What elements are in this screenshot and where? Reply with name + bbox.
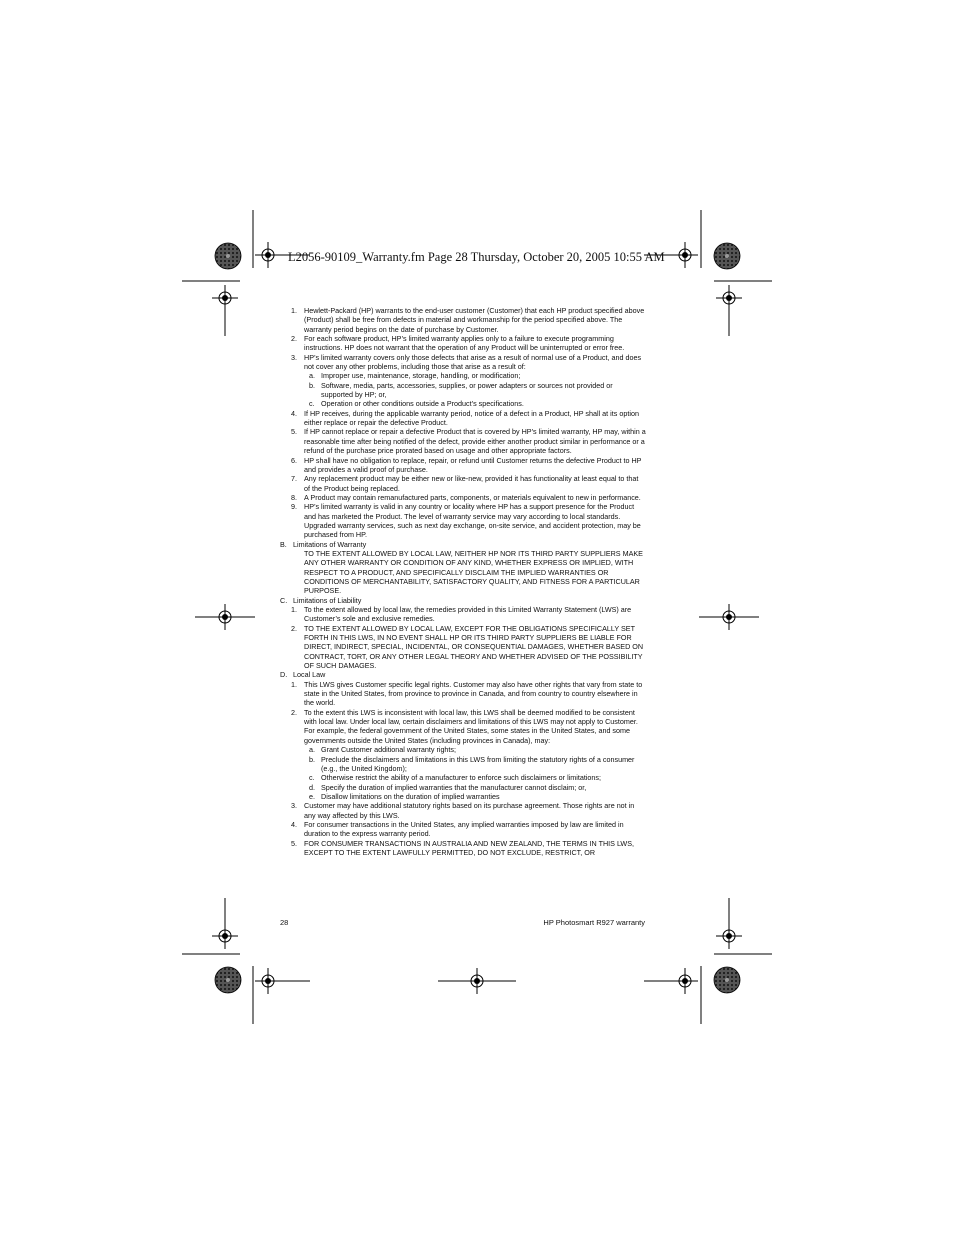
warranty-text [280, 306, 646, 857]
item-number: 5. [291, 427, 297, 437]
list-item [280, 502, 646, 539]
item-number: b. [309, 380, 315, 390]
list-item [280, 306, 646, 334]
item-text: This LWS gives Customer specific legal rights. Customer may also have other rights that vary from state to state in the United States, from province to province in Canada, and from country to country elsewhere in the world. [304, 679, 643, 708]
item-text: Grant Customer additional warranty rights; [321, 745, 457, 755]
sub-list-item [280, 792, 646, 801]
sub-list-item [280, 755, 646, 774]
item-number: 7. [291, 474, 297, 484]
item-text: HP’s limited warranty is valid in any country or locality where HP has a support presence for the Product and has marketed the Product. The level of warranty service may vary according to local standards. Upgraded warranty services, such as next day exchange, on-site service, and accident protection, may be purchased from HP. [304, 502, 641, 540]
item-text: Operation or other conditions outside a Product’s specifications. [321, 399, 524, 409]
item-text: Software, media, parts, accessories, supplies, or power adapters or sources not provided or supported by HP; or, [321, 380, 613, 400]
section-title: Limitations of Liability [293, 595, 362, 605]
item-text: If HP cannot replace or repair a defective Product that is covered by HP’s limited warranty, HP may, within a reasonable time after being notified of the defect, provide either another product similar in performance or a refund of the purchase price prorated based on usage and other appropriate factors. [304, 427, 646, 456]
starburst-icon-bottom-right [714, 967, 740, 993]
list-item [280, 409, 646, 428]
item-number: e. [309, 791, 315, 801]
list-item [280, 493, 646, 502]
list-item [280, 474, 646, 493]
item-text: A Product may contain remanufactured parts, components, or materials equivalent to new in performance. [304, 492, 641, 502]
section-d-list [280, 680, 646, 858]
list-item [280, 624, 646, 671]
item-text: To the extent allowed by local law, the remedies provided in this Limited Warranty Statement (LWS) are Customer’s sole and exclusive remedies. [304, 605, 632, 624]
item-number: c. [309, 399, 315, 409]
item-text: Specify the duration of implied warranties that the manufacturer cannot disclaim; or, [321, 782, 587, 792]
item-number: 2. [291, 707, 297, 717]
sub-list-item [280, 381, 646, 400]
section-b [280, 540, 646, 549]
list-item [280, 839, 646, 858]
footer-title: HP Photosmart R927 warranty [543, 918, 645, 927]
starburst-icon-top-right [714, 243, 740, 269]
item-number: 2. [291, 623, 297, 633]
section-c [280, 596, 646, 605]
item-number: 3. [291, 352, 297, 362]
sub-list-item [280, 773, 646, 782]
item-number: 3. [291, 801, 297, 811]
item-text: FOR CONSUMER TRANSACTIONS IN AUSTRALIA AND NEW ZEALAND, THE TERMS IN THIS LWS, EXCEPT TO THE EXTENT LAWFULLY PERMITTED, DO NOT EXCLUDE, RESTRICT, OR [304, 838, 635, 857]
item-number: 4. [291, 819, 297, 829]
item-number: a. [309, 745, 315, 755]
item-text: Preclude the disclaimers and limitations in this LWS from limiting the statutory rights of a consumer (e.g., the United Kingdom); [321, 754, 635, 773]
item-number: 9. [291, 502, 297, 512]
item-number: 6. [291, 455, 297, 465]
sub-list-item [280, 783, 646, 792]
list-item [280, 456, 646, 475]
section-title: Local Law [293, 670, 326, 680]
item-text: Disallow limitations on the duration of implied warranties [321, 791, 500, 801]
item-number: 1. [291, 306, 297, 315]
list-item [280, 353, 646, 372]
item-text: TO THE EXTENT ALLOWED BY LOCAL LAW, EXCEPT FOR THE OBLIGATIONS SPECIFICALLY SET FORTH IN THIS LWS, IN NO EVENT SHALL HP OR ITS THIRD PARTY SUPPLIERS BE LIABLE FOR DIRECT, INDIRECT, SPECIAL, INCIDENTAL, OR CONSEQUENTIAL DAMAGES, WHETHER BASED ON CONTRACT, TORT, OR ANY OTHER LEGAL THEORY AND WHETHER ADVISED OF THE POSSIBILITY OF SUCH DAMAGES. [304, 623, 644, 671]
item-text: Customer may have additional statutory rights based on its purchase agreement. Those rights are not in any way affected by this LWS. [304, 801, 635, 820]
item-text: For each software product, HP’s limited warranty applies only to a failure to execute programming instructions. HP does not warrant that the operation of any Product will be uninterrupted or error free. [304, 334, 625, 353]
list-item [280, 680, 646, 708]
list-item [280, 334, 646, 353]
item-text: Improper use, maintenance, storage, handling, or modification; [321, 371, 521, 381]
item-text: Hewlett-Packard (HP) warrants to the end-user customer (Customer) that each HP product specified above (Product) shall be free from defects in material and workmanship for the period specified above. The warranty period begins on the date of purchase by Customer. [304, 306, 645, 334]
section-letter: D. [280, 670, 288, 680]
item-number: b. [309, 754, 315, 764]
list-item [280, 708, 646, 745]
item-number: 1. [291, 679, 297, 689]
starburst-icon-top-left [215, 243, 241, 269]
item-text: To the extent this LWS is inconsistent with local law, this LWS shall be deemed modified to be consistent with local law. Under local law, certain disclaimers and limitations of this LWS may not apply to Customer. For example, the federal government of the United States, some states in the United States, and some governments outside the United States (including provinces in Canada), may: [304, 707, 638, 745]
item-number: 4. [291, 408, 297, 418]
section-title: Limitations of Warranty [293, 539, 367, 549]
list-item [280, 820, 646, 839]
item-text: HP shall have no obligation to replace, repair, or refund until Customer returns the defective Product to HP and provides a valid proof of purchase. [304, 455, 642, 474]
item-number: d. [309, 782, 315, 792]
section-d [280, 670, 646, 679]
item-number: 5. [291, 838, 297, 848]
item-number: 1. [291, 605, 297, 614]
page-number: 28 [280, 918, 289, 927]
section-letter: B. [280, 539, 287, 549]
print-slug-header: L2056-90109_Warranty.fm Page 28 Thursday, October 20, 2005 10:55 AM [288, 250, 665, 264]
item-text: Any replacement product may be either new or like-new, provided it has functionality at least equal to that of the Product being replaced. [304, 474, 639, 493]
item-text: If HP receives, during the applicable warranty period, notice of a defect in a Product, HP shall at its option either replace or repair the defective Product. [304, 408, 639, 428]
list-item [280, 605, 646, 624]
sub-list-item [280, 371, 646, 380]
section-letter: C. [280, 595, 288, 605]
starburst-icon-bottom-left [215, 967, 241, 993]
section-a-list [280, 306, 646, 540]
item-number: a. [309, 371, 315, 381]
section-c-list [280, 605, 646, 670]
item-text: Otherwise restrict the ability of a manufacturer to enforce such disclaimers or limitations; [321, 773, 602, 783]
item-number: 8. [291, 492, 297, 502]
sub-list-item [280, 745, 646, 754]
item-text: For consumer transactions in the United States, any implied warranties imposed by law are limited in duration to the express warranty period. [304, 819, 624, 839]
sub-list-item [280, 399, 646, 408]
list-item [280, 801, 646, 820]
section-b-body: TO THE EXTENT ALLOWED BY LOCAL LAW, NEITHER HP NOR ITS THIRD PARTY SUPPLIERS MAKE ANY OTHER WARRANTY OR CONDITION OF ANY KIND, WHETHER EXPRESS OR IMPLIED, WITH RESPECT TO A PRODUCT, AND SPECIFICALLY DISCLAIM THE IMPLIED WARRANTIES OR CONDITIONS OF MERCHANTABILITY, SATISFACTORY QUALITY, AND FITNESS FOR A PARTICULAR PURPOSE. [304, 548, 643, 596]
item-text: HP’s limited warranty covers only those defects that arise as a result of normal use of a Product, and does not cover any other problems, including those that arise as a result of: [304, 352, 642, 372]
list-item [280, 427, 646, 455]
item-number: c. [309, 773, 315, 783]
item-number: 2. [291, 334, 297, 344]
